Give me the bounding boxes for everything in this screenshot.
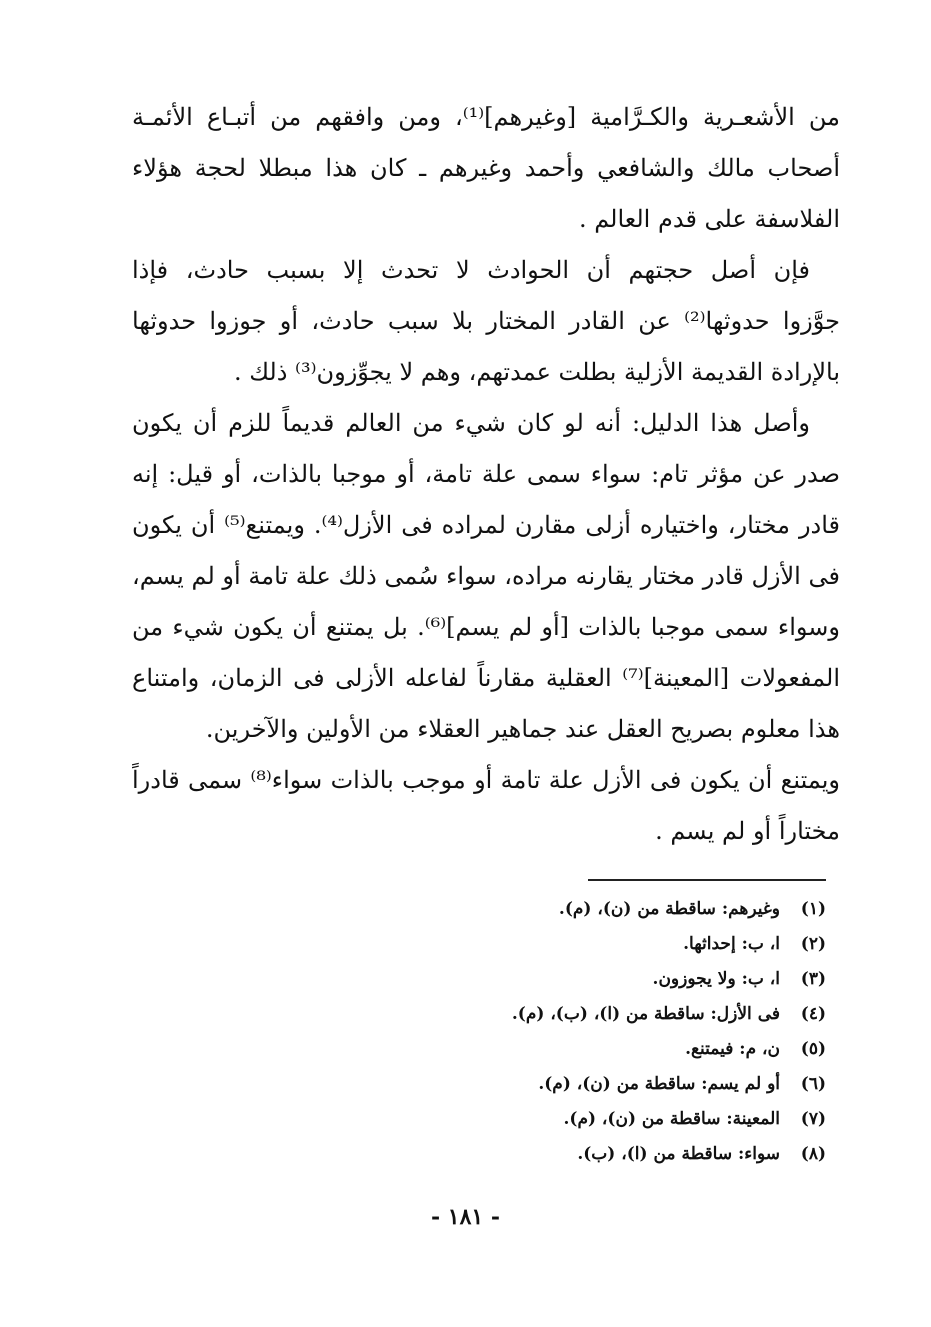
page-number: - ١٨١ -	[430, 1204, 501, 1230]
footnote	[380, 1102, 826, 1137]
footnote-text: سواء: ساقطة من (ا)، (ب).	[577, 1144, 780, 1164]
footnote-number: (٨)	[800, 1144, 826, 1164]
text-line: ويمتنع أن يكون فى الأزل علة تامة أو موجب بالذات سواء⁽⁸⁾ سمى قادراً	[132, 766, 840, 794]
footnote	[380, 997, 826, 1032]
text-line: فإن أصل حجتهم أن الحوادث لا تحدث إلا بسبب حادث، فإذا	[132, 256, 810, 284]
text-line: فى الأزل قادر مختار يقارنه مراده، سواء سُمى ذلك علة تامة أو لم يسم،	[132, 562, 840, 590]
footnote	[380, 1137, 826, 1172]
text-line: وسواء سمى موجبا بالذات [أو لم يسم]⁽⁶⁾. بل يمتنع أن يكون شيء من	[132, 613, 840, 641]
footnote-number: (٢)	[800, 934, 826, 954]
footnote-text: أو لم يسم: ساقطة من (ن)، (م).	[538, 1074, 780, 1094]
footnote-text: ا، ب: إحداثها.	[683, 934, 780, 954]
footnote-number: (٥)	[800, 1039, 826, 1059]
footnote-text: فى الأزل: ساقطة من (ا)، (ب)، (م).	[511, 1004, 780, 1024]
text-line: هذا معلوم بصريح العقل عند جماهير العقلاء من الأولين والآخرين.	[205, 715, 840, 743]
text-line: أصحاب مالك والشافعي وأحمد وغيرهم ـ كان هذا مبطلا لحجة هؤلاء	[132, 154, 840, 182]
footnote	[380, 1032, 826, 1067]
footnote	[380, 927, 826, 962]
footnote-separator	[588, 879, 826, 881]
main-text	[132, 92, 840, 857]
text-line: وأصل هذا الدليل: أنه لو كان شيء من العالم قديماً للزم أن يكون	[132, 409, 810, 437]
footnote-number: (٦)	[800, 1074, 826, 1094]
text-line: بالإرادة القديمة الأزلية بطلت عمدتهم، وهم لا يجوِّزون⁽³⁾ ذلك .	[233, 358, 840, 386]
footnote-number: (٤)	[800, 1004, 826, 1024]
text-line: من الأشعـرية والكـرَّامية [وغيرهم]⁽¹⁾، ومن وافقهم من أتبـاع الأئمـة	[132, 103, 840, 131]
footnote-number: (٣)	[800, 969, 826, 989]
text-line: صدر عن مؤثر تام: سواء سمى علة تامة، أو موجبا بالذات، أو قيل: إنه	[132, 460, 840, 488]
footnote-text: المعينة: ساقطة من (ن)، (م).	[563, 1109, 780, 1129]
footnote-number: (١)	[800, 899, 826, 919]
footnote-text: ن، م: فيمتنع.	[685, 1039, 780, 1059]
text-line: جوَّزوا حدوثها⁽²⁾ عن القادر المختار بلا سبب حادث، أو جوزوا حدوثها	[132, 307, 840, 335]
footnote-text: ا، ب: ولا يجوزون.	[652, 969, 780, 989]
footnote	[380, 1067, 826, 1102]
text-line: الفلاسفة على قدم العالم .	[578, 205, 840, 233]
text-line: قادر مختار، واختياره أزلى مقارن لمراده فى الأزل⁽⁴⁾. ويمتنع⁽⁵⁾ أن يكون	[132, 511, 840, 539]
footnote	[380, 892, 826, 927]
footnotes	[380, 892, 826, 1172]
footnote-number: (٧)	[800, 1109, 826, 1129]
text-line: المفعولات [المعينة]⁽⁷⁾ العقلية مقارناً لفاعله الأزلى فى الزمان، وامتناع	[132, 664, 840, 692]
text-line: مختاراً أو لم يسم .	[655, 817, 840, 845]
footnote-text: وغيرهم: ساقطة من (ن)، (م).	[558, 899, 780, 919]
footnote	[380, 962, 826, 997]
